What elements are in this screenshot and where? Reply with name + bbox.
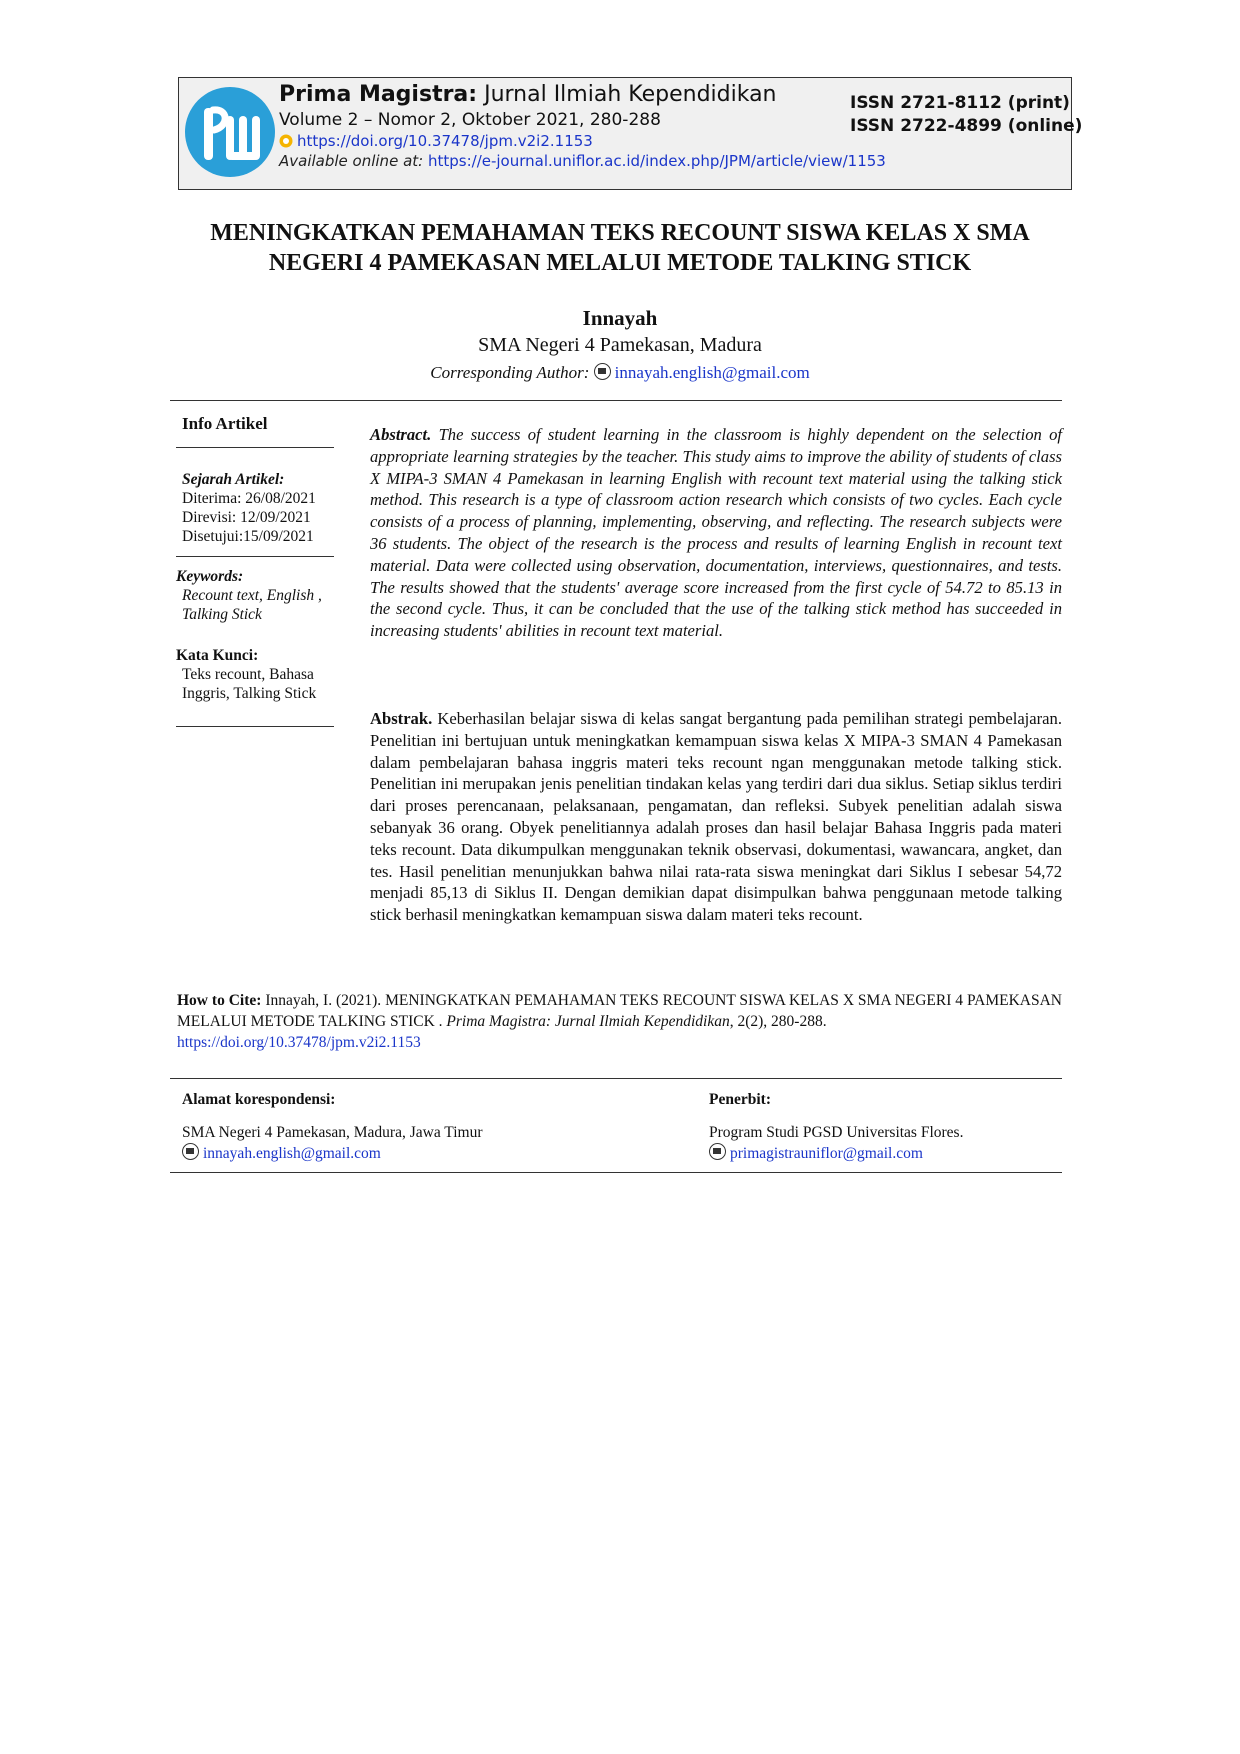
sidebar-divider-3: [176, 726, 334, 727]
kata-kunci-block: [176, 646, 316, 703]
divider-top: [170, 400, 1062, 401]
doi-icon: [279, 134, 293, 148]
cite-text-post: , 2(2), 280-288.: [729, 1013, 827, 1030]
journal-logo-icon: [184, 86, 276, 178]
abstract-id-label: Abstrak.: [370, 709, 433, 728]
journal-doi-row: [279, 132, 593, 150]
issn-print: ISSN 2721-8112 (print): [850, 93, 1070, 113]
cite-doi-link[interactable]: https://doi.org/10.37478/jpm.v2i2.1153: [177, 1034, 421, 1051]
history-accepted: Disetujui:15/09/2021: [182, 528, 314, 545]
how-to-cite: [177, 990, 1062, 1053]
correspondence-email-row: [182, 1143, 381, 1164]
history-received: Diterima: 26/08/2021: [182, 490, 316, 507]
abstract-id-text: Keberhasilan belajar siswa di kelas sangat bergantung pada pemilihan strategi pembelajaran. Penelitian ini bertujuan untuk meningkatkan kemampuan siswa kelas X MIPA-3 SMAN 4 Pamekasan dalam pembelajaran bahasa inggris materi teks recount ngan menggunakan metode talking stick. Penelitian ini merupakan jenis penelitian tindakan kelas yang terdiri dari dua siklus. Setiap siklus terdiri dari proses perencanaan, pelaksanaan, pengamatan, dan refleksi. Subyek penelitian adalah siswa sebanyak 36 orang. Obyek penelitiannya adalah proses dan hasil belajar Bahasa Inggris pada materi teks recount. Data dikumpulkan menggunakan teknik observasi, dokumentasi, wawancara, angket, dan tes. Hasil penelitian menunjukkan bahwa nilai rata-rata siswa meningkat dari Siklus I sebesar 54,72 menjadi 85,13 di Siklus II. Dengan demikian dapat disimpulkan bahwa penggunaan metode talking stick berhasil meningkatkan kemampuan siswa dalam materi teks recount.: [370, 709, 1062, 925]
keywords-line-2: Talking Stick: [182, 606, 262, 623]
publisher-heading: Penerbit:: [709, 1091, 771, 1108]
author-name: Innayah: [582, 306, 658, 330]
kata-kunci-line-2: Inggris, Talking Stick: [182, 685, 317, 702]
info-heading: Info Artikel: [182, 414, 268, 433]
email-icon: [182, 1143, 199, 1160]
author-affiliation: SMA Negeri 4 Pamekasan, Madura: [478, 334, 762, 356]
divider-footer-bottom: [170, 1172, 1062, 1173]
journal-name-bold: Prima Magistra:: [279, 82, 478, 107]
issn-block: [850, 92, 1082, 138]
sidebar-divider-1: [176, 447, 334, 448]
kata-kunci-label: Kata Kunci:: [176, 647, 259, 664]
journal-online-row: [279, 152, 886, 170]
abstract-english: [370, 424, 1062, 642]
sidebar-divider-2: [176, 556, 334, 557]
journal-subtitle: Jurnal Ilmiah Kependidikan: [484, 82, 777, 107]
title-line-1: MENINGKATKAN PEMAHAMAN TEKS RECOUNT SISWA KELAS X SMA: [210, 220, 1030, 246]
divider-footer-top: [170, 1078, 1062, 1079]
publisher-email-link[interactable]: primagistrauniflor@gmail.com: [730, 1145, 923, 1162]
keywords-line-1: Recount text, English ,: [182, 587, 322, 604]
journal-volume: Volume 2 – Nomor 2, Oktober 2021, 280-288: [279, 110, 661, 130]
article-history: [182, 470, 316, 546]
email-icon: [594, 363, 611, 380]
cite-label: How to Cite:: [177, 992, 262, 1009]
publisher-email-row: [709, 1143, 923, 1164]
journal-doi-link[interactable]: https://doi.org/10.37478/jpm.v2i2.1153: [297, 132, 593, 150]
online-label: Available online at:: [279, 152, 424, 170]
corr-email-link[interactable]: innayah.english@gmail.com: [614, 363, 810, 382]
correspondence-email-link[interactable]: innayah.english@gmail.com: [203, 1145, 381, 1162]
corr-label: Corresponding Author:: [430, 363, 590, 382]
journal-name: [279, 82, 777, 107]
title-line-2: NEGERI 4 PAMEKASAN MELALUI METODE TALKING STICK: [268, 250, 972, 276]
corresponding-author: [150, 363, 1090, 383]
keywords-block: [176, 567, 322, 624]
history-revised: Direvisi: 12/09/2021: [182, 509, 311, 526]
correspondence-heading: Alamat korespondensi:: [182, 1091, 336, 1108]
abstract-en-label: Abstract.: [370, 425, 432, 444]
publisher-name: Program Studi PGSD Universitas Flores.: [709, 1124, 964, 1141]
history-label: Sejarah Artikel:: [182, 471, 285, 488]
kata-kunci-line-1: Teks recount, Bahasa: [182, 666, 314, 683]
journal-online-link[interactable]: https://e-journal.uniflor.ac.id/index.php/JPM/article/view/1153: [427, 152, 886, 170]
cite-journal: Prima Magistra: Jurnal Ilmiah Kependidikan: [446, 1013, 730, 1030]
keywords-label: Keywords:: [176, 568, 244, 585]
correspondence-address: SMA Negeri 4 Pamekasan, Madura, Jawa Timur: [182, 1124, 483, 1141]
issn-online: ISSN 2722-4899 (online): [850, 116, 1083, 136]
abstract-en-text: The success of student learning in the classroom is highly dependent on the selection of appropriate learning strategies by the teacher. This study aims to improve the ability of students of class X MIPA-3 SMAN 4 Pamekasan in learning English with recount text material using the talking stick method. This research is a type of classroom action research which consists of two cycles. Each cycle consists of a process of planning, implementing, observing, and reflecting. The research subjects were 36 students. The object of the research is the process and results of learning English in recount text material. Data were collected using observation, documentation, interviews, questionnaires, and tests. The results showed that the students' average score increased from the first cycle of 54.72 to 85.13 in the second cycle. Thus, it can be concluded that the use of the talking stick method has succeeded in increasing students' abilities in recount text material.: [370, 425, 1062, 641]
email-icon: [709, 1143, 726, 1160]
abstract-indonesian: [370, 708, 1062, 926]
cite-text-pre: Innayah, I. (2021). MENINGKATKAN PEMAHAMAN TEKS RECOUNT SISWA KELAS X SMA NEGERI 4 PAMEKASAN MELALUI METODE TALKING STICK .: [177, 992, 1062, 1030]
paper-title: [150, 218, 1090, 278]
